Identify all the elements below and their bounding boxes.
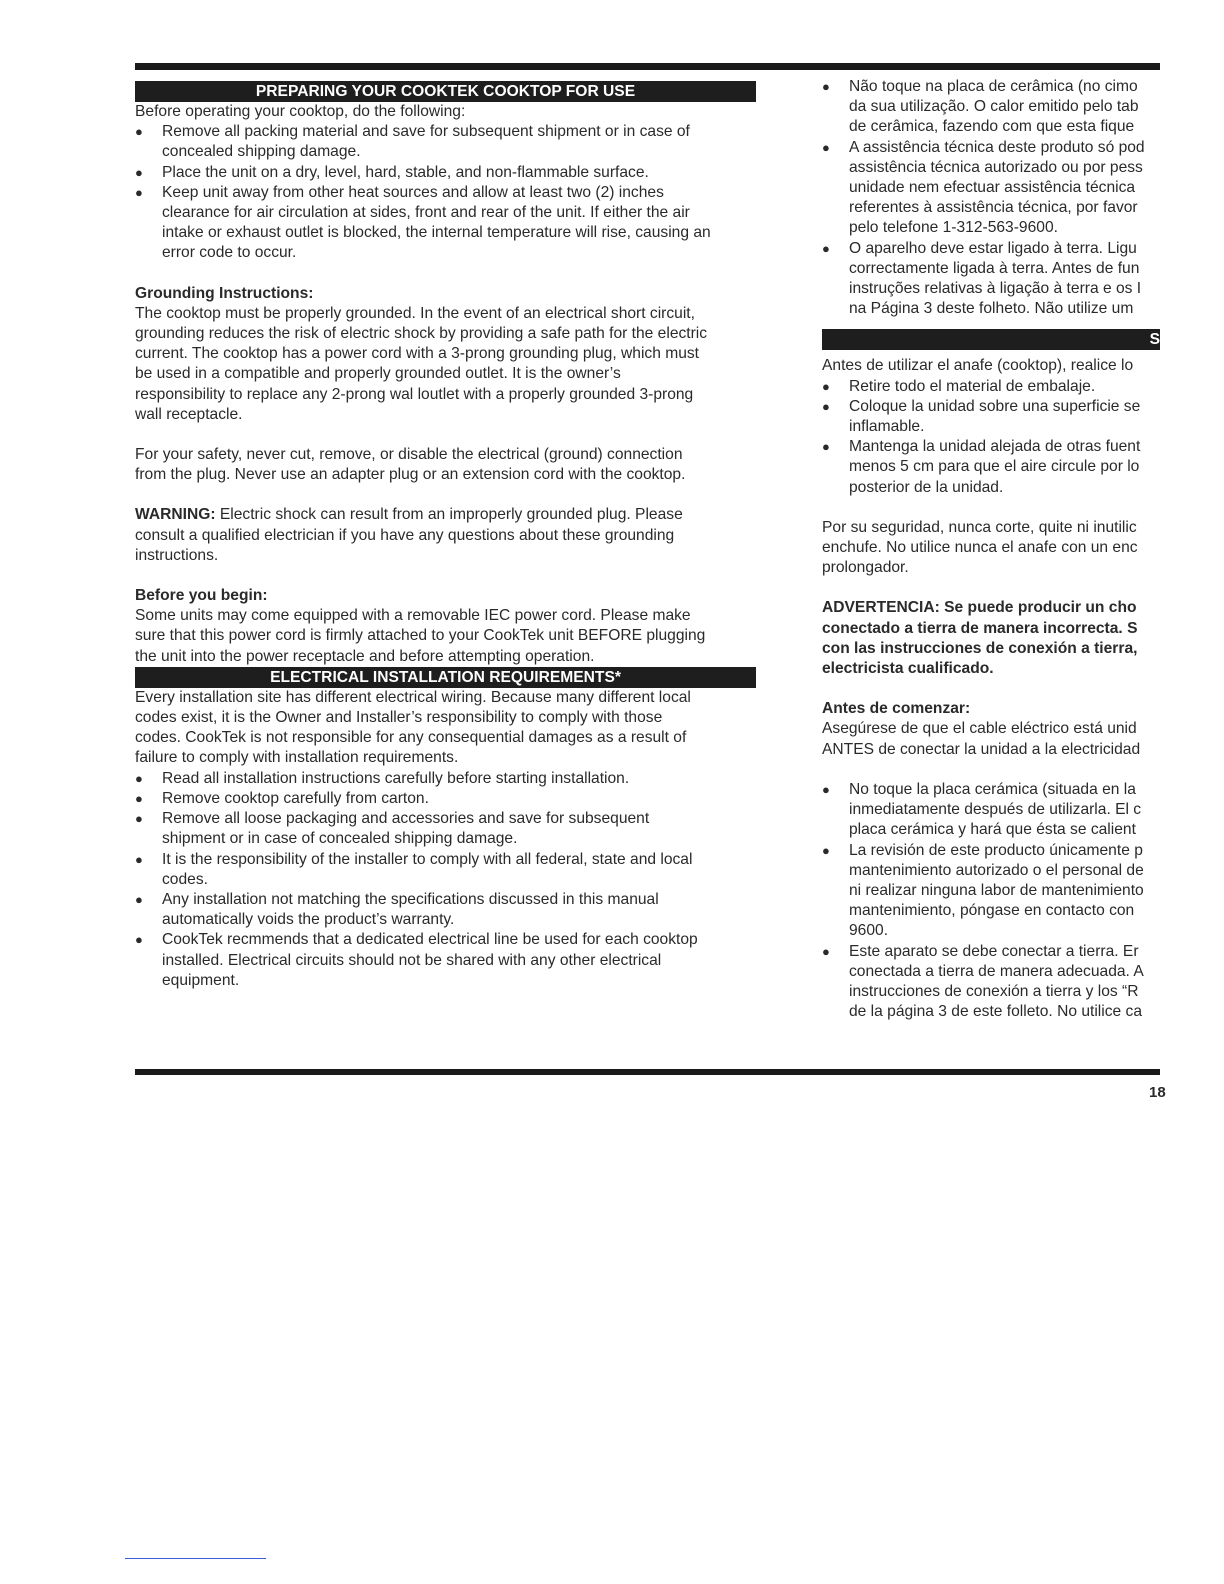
footnote-rule: [125, 1558, 266, 1559]
safety-paragraph: [135, 445, 756, 485]
bullet-item: [822, 239, 1160, 320]
bullet-item: [822, 780, 1160, 841]
bullet-item: [135, 850, 756, 890]
prep-list: [135, 122, 756, 263]
bullet-line: equipment.: [162, 971, 240, 989]
text-line: ANTES de conectar la unidad a la electricidad: [822, 740, 1141, 758]
bullet-item: [822, 841, 1160, 942]
text-line: enchufe. No utilice nunca el anafe con un enc: [822, 539, 1138, 557]
bullet-line: ● Coloque la unidad sobre una superficie se: [849, 397, 1141, 415]
bullet-line: mantenimiento, póngase en contacto con: [849, 902, 1135, 920]
text-line: Por su seguridad, nunca corte, quite ni inutilic: [822, 518, 1137, 536]
bullet-line: mantenimiento autorizado o el personal de: [849, 861, 1144, 879]
section-heading-preparing: PREPARING YOUR COOKTEK COOKTOP FOR USE: [135, 81, 756, 102]
bullet-line: instruções relativas à ligação à terra e os I: [849, 280, 1142, 298]
bullet-item: [135, 789, 756, 809]
bullet-item: [135, 163, 756, 183]
bullet-line: de cerâmica, fazendo com que esta fique: [849, 118, 1135, 136]
text-line: current. The cooktop has a power cord with a 3-prong grounding plug, which must: [135, 345, 700, 363]
warning-line-0: Electric shock can result from an improperly grounded plug. Please: [215, 506, 683, 524]
install-paragraph: [135, 688, 756, 769]
bullet-line: 9600.: [849, 922, 889, 940]
bullet-line: conectada a tierra de manera adecuada. A: [849, 962, 1144, 980]
bullet-line: ● Remove cooktop carefully from carton.: [162, 789, 429, 807]
bullet-line: ● Any installation not matching the specifications discussed in this manual: [162, 890, 659, 908]
text-line: codes exist, it is the Owner and Installer’s responsibility to comply with those: [135, 709, 663, 727]
bullet-line: concealed shipping damage.: [162, 143, 361, 161]
text-line: failure to comply with installation requirements.: [135, 749, 459, 767]
bullet-line: na Página 3 deste folheto. Não utilize um: [849, 300, 1134, 318]
section-heading-spanish: S: [822, 329, 1160, 350]
bullet-line: error code to occur.: [162, 244, 297, 262]
bullet-line: menos 5 cm para que el aire circule por lo: [849, 458, 1140, 476]
bullet-line: ni realizar ninguna labor de mantenimiento: [849, 881, 1144, 899]
bullet-item: [135, 769, 756, 789]
bullet-line: clearance for air circulation at sides, front and rear of the unit. If either the air: [162, 204, 690, 222]
text-line: prolongador.: [822, 559, 909, 577]
text-line: con las instrucciones de conexión a tierra,: [822, 639, 1138, 657]
es-safety-paragraph: [822, 518, 1160, 579]
text-line: be used in a compatible and properly grounded outlet. It is the owner’s: [135, 365, 621, 383]
text-line: responsibility to replace any 2-prong wal loutlet with a properly grounded 3-prong: [135, 385, 694, 403]
warning-label: WARNING:: [135, 506, 216, 524]
bullet-line: ● Mantenga la unidad alejada de otras fuent: [849, 438, 1141, 456]
text-line: For your safety, never cut, remove, or disable the electrical (ground) connection: [135, 446, 683, 464]
bullet-line: ● Keep unit away from other heat sources and allow at least two (2) inches: [162, 183, 664, 201]
pt-list: [822, 77, 1160, 319]
bullet-line: codes.: [162, 870, 208, 888]
bullet-line: ● La revisión de este producto únicamente p: [849, 841, 1143, 859]
bullet-item: [822, 77, 1160, 138]
bullet-item: [822, 942, 1160, 1023]
bullet-line: ● Retire todo el material de embalaje.: [849, 377, 1096, 395]
text-line: grounding reduces the risk of electric shock by providing a safe path for the electric: [135, 325, 708, 343]
es-begin-heading: Antes de comenzar:: [822, 700, 971, 718]
bullet-item: [822, 437, 1160, 498]
bullet-item: [135, 122, 756, 162]
bullet-item: [822, 138, 1160, 239]
bullet-line: ● O aparelho deve estar ligado à terra. Ligu: [849, 239, 1137, 257]
es-warning-paragraph: [822, 598, 1160, 679]
intro-text: Before operating your cooktop, do the following:: [135, 103, 466, 120]
bullet-line: intake or exhaust outlet is blocked, the internal temperature will rise, causing an: [162, 224, 711, 242]
text-line: conectado a tierra de manera incorrecta. S: [822, 619, 1138, 637]
bullet-item: [135, 930, 756, 991]
bullet-line: ● Read all installation instructions carefully before starting installation.: [162, 769, 630, 787]
text-line: The cooktop must be properly grounded. In the event of an electrical short circuit,: [135, 304, 695, 322]
bullet-item: [135, 890, 756, 930]
warning-paragraph: [135, 505, 756, 566]
bullet-line: assistência técnica autorizado ou por pess: [849, 158, 1143, 176]
bullet-line: installed. Electrical circuits should not be shared with any other electrical: [162, 951, 662, 969]
bullet-line: shipment or in case of concealed shipping damage.: [162, 830, 518, 848]
es-list-2: [822, 780, 1160, 1022]
bullet-line: pelo telefone 1-312-563-9600.: [849, 219, 1058, 237]
bullet-line: correctamente ligada à terra. Antes de fun: [849, 259, 1140, 277]
text-line: wall receptacle.: [135, 405, 243, 423]
top-rule: [135, 63, 1160, 70]
bottom-rule: [135, 1069, 1160, 1075]
text-line: codes. CookTek is not responsible for any consequential damages as a result of: [135, 729, 687, 747]
text-line: Some units may come equipped with a removable IEC power cord. Please make: [135, 607, 691, 625]
bullet-item: [822, 377, 1160, 397]
bullet-line: inmediatamente después de utilizarla. El c: [849, 801, 1142, 819]
bullet-line: ● Place the unit on a dry, level, hard, stable, and non-flammable surface.: [162, 163, 649, 181]
bullet-line: inflamable.: [849, 418, 925, 436]
begin-paragraph: [135, 606, 756, 667]
bullet-line: unidade nem efectuar assistência técnica: [849, 179, 1136, 197]
es-begin-paragraph: [822, 719, 1160, 759]
bullet-line: ● It is the responsibility of the installer to comply with all federal, state and local: [162, 850, 693, 868]
begin-heading: Before you begin:: [135, 587, 268, 605]
bullet-line: ● CookTek recmmends that a dedicated electrical line be used for each cooktop: [162, 931, 698, 949]
grounding-heading: Grounding Instructions:: [135, 284, 314, 302]
es-list: [822, 377, 1160, 498]
bullet-line: posterior de la unidad.: [849, 478, 1004, 496]
text-line: electricista cualificado.: [822, 660, 994, 678]
bullet-line: ● Remove all packing material and save for subsequent shipment or in case of: [162, 123, 690, 141]
bullet-line: ● A assistência técnica deste produto só pod: [849, 138, 1145, 156]
bullet-line: ● No toque la placa cerámica (situada en la: [849, 780, 1136, 798]
bullet-item: [822, 397, 1160, 437]
grounding-paragraph: [135, 304, 756, 425]
bullet-line: da sua utilização. O calor emitido pelo tab: [849, 98, 1139, 116]
bullet-line: de la página 3 de este folleto. No utilice ca: [849, 1003, 1143, 1021]
section-heading-electrical: ELECTRICAL INSTALLATION REQUIREMENTS*: [135, 667, 756, 688]
bullet-line: ● Este aparato se debe conectar a tierra. Er: [849, 942, 1139, 960]
text-line: the unit into the power receptacle and before attempting operation.: [135, 647, 595, 665]
warning-line-2: instructions.: [135, 546, 219, 564]
bullet-line: ● Não toque na placa de cerâmica (no cimo: [849, 78, 1138, 95]
bullet-line: ● Remove all loose packaging and accessories and save for subsequent: [162, 810, 650, 828]
text-line: Asegúrese de que el cable eléctrico está unid: [822, 720, 1137, 738]
text-line: from the plug. Never use an adapter plug or an extension cord with the cooktop.: [135, 466, 686, 484]
install-list: [135, 769, 756, 991]
bullet-item: [135, 183, 756, 264]
text-line: sure that this power cord is firmly attached to your CookTek unit BEFORE plugging: [135, 627, 706, 645]
warning-line-1: consult a qualified electrician if you have any questions about these grounding: [135, 526, 675, 544]
translated-column: [822, 77, 1160, 1022]
text-line: Every installation site has different electrical wiring. Because many different local: [135, 688, 691, 706]
es-intro: Antes de utilizar el anafe (cooktop), realice lo: [822, 357, 1134, 375]
bullet-line: placa cerámica y hará que ésta se calient: [849, 821, 1136, 839]
bullet-line: referentes à assistência técnica, por favor: [849, 199, 1138, 217]
page-number: 18: [1149, 1084, 1166, 1101]
bullet-line: instrucciones de conexión a tierra y los “R: [849, 982, 1139, 1000]
bullet-item: [135, 809, 756, 849]
text-line: ADVERTENCIA: Se puede producir un cho: [822, 599, 1137, 617]
bullet-line: automatically voids the product’s warranty.: [162, 911, 455, 929]
english-column: [135, 81, 756, 991]
